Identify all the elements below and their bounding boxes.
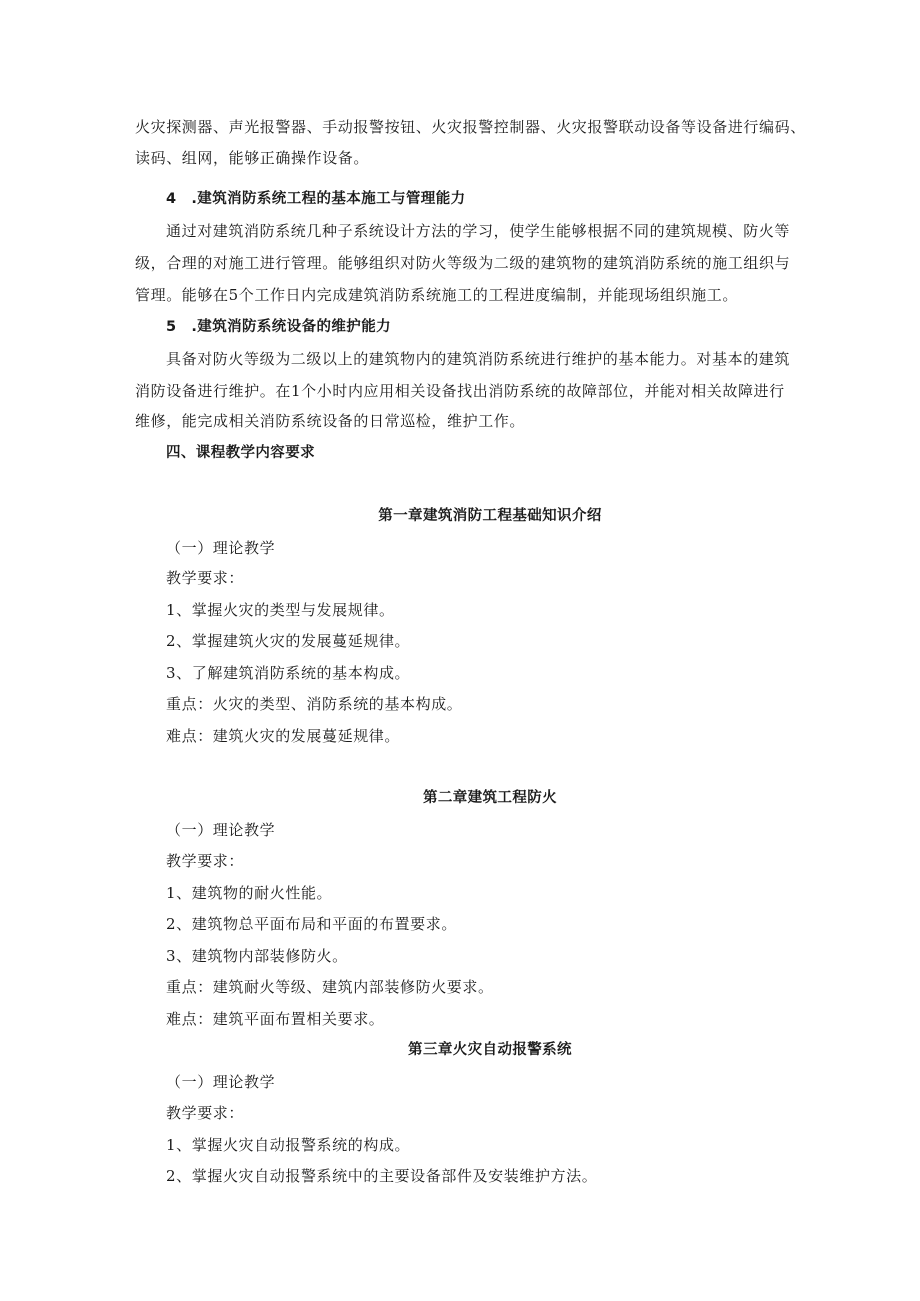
- requirements-label: 教学要求：: [166, 852, 245, 870]
- list-item: 3、建筑物内部装修防火。: [166, 947, 348, 965]
- chapter-title: 第一章建筑消防工程基础知识介绍: [378, 508, 602, 524]
- paragraph-line: 通过对建筑消防系统几种子系统设计方法的学习，使学生能够根据不同的建筑规模、防火等: [166, 222, 791, 240]
- list-item: 3、了解建筑消防系统的基本构成。: [166, 664, 411, 682]
- chapter-title: 第三章火灾自动报警系统: [408, 1042, 572, 1058]
- paragraph-line: 火灾探测器、声光报警器、手动报警按钮、火灾报警控制器、火灾报警联动设备等设备进行编码、: [135, 118, 806, 136]
- part-heading: 四、课程教学内容要求: [166, 445, 315, 461]
- section-heading-4: 4 .建筑消防系统工程的基本施工与管理能力: [166, 191, 466, 207]
- subsection-heading: （一）理论教学: [166, 821, 276, 839]
- subsection-heading: （一）理论教学: [166, 539, 276, 557]
- list-item: 2、掌握建筑火灾的发展蔓延规律。: [166, 632, 411, 650]
- difficult-point: 难点：建筑平面布置相关要求。: [166, 1010, 385, 1028]
- key-point: 重点：建筑耐火等级、建筑内部装修防火要求。: [166, 978, 494, 996]
- list-item: 1、掌握火灾自动报警系统的构成。: [166, 1136, 411, 1154]
- list-item: 1、掌握火灾的类型与发展规律。: [166, 601, 395, 619]
- requirements-label: 教学要求：: [166, 1104, 245, 1122]
- paragraph-line: 消防设备进行维护。在1个小时内应用相关设备找出消防系统的故障部位，并能对相关故障进行: [135, 382, 785, 400]
- section-heading-5: 5 .建筑消防系统设备的维护能力: [166, 319, 391, 335]
- chapter-title: 第二章建筑工程防火: [422, 790, 558, 806]
- paragraph-line: 管理。能够在5个工作日内完成建筑消防系统施工的工程进度编制，并能现场组织施工。: [135, 286, 738, 304]
- list-item: 2、掌握火灾自动报警系统中的主要设备部件及安装维护方法。: [166, 1167, 598, 1185]
- list-item: 2、建筑物总平面布局和平面的布置要求。: [166, 915, 457, 933]
- paragraph-line: 具备对防火等级为二级以上的建筑物内的建筑消防系统进行维护的基本能力。对基本的建筑: [166, 350, 791, 368]
- list-item: 1、建筑物的耐火性能。: [166, 884, 333, 902]
- paragraph-line: 级，合理的对施工进行管理。能够组织对防火等级为二级的建筑物的建筑消防系统的施工组织与: [135, 254, 791, 272]
- subsection-heading: （一）理论教学: [166, 1073, 276, 1091]
- difficult-point: 难点：建筑火灾的发展蔓延规律。: [166, 727, 401, 745]
- key-point: 重点：火灾的类型、消防系统的基本构成。: [166, 695, 463, 713]
- paragraph-line: 维修，能完成相关消防系统设备的日常巡检，维护工作。: [135, 412, 526, 430]
- paragraph-line: 读码、组网，能够正确操作设备。: [135, 149, 370, 167]
- requirements-label: 教学要求：: [166, 569, 245, 587]
